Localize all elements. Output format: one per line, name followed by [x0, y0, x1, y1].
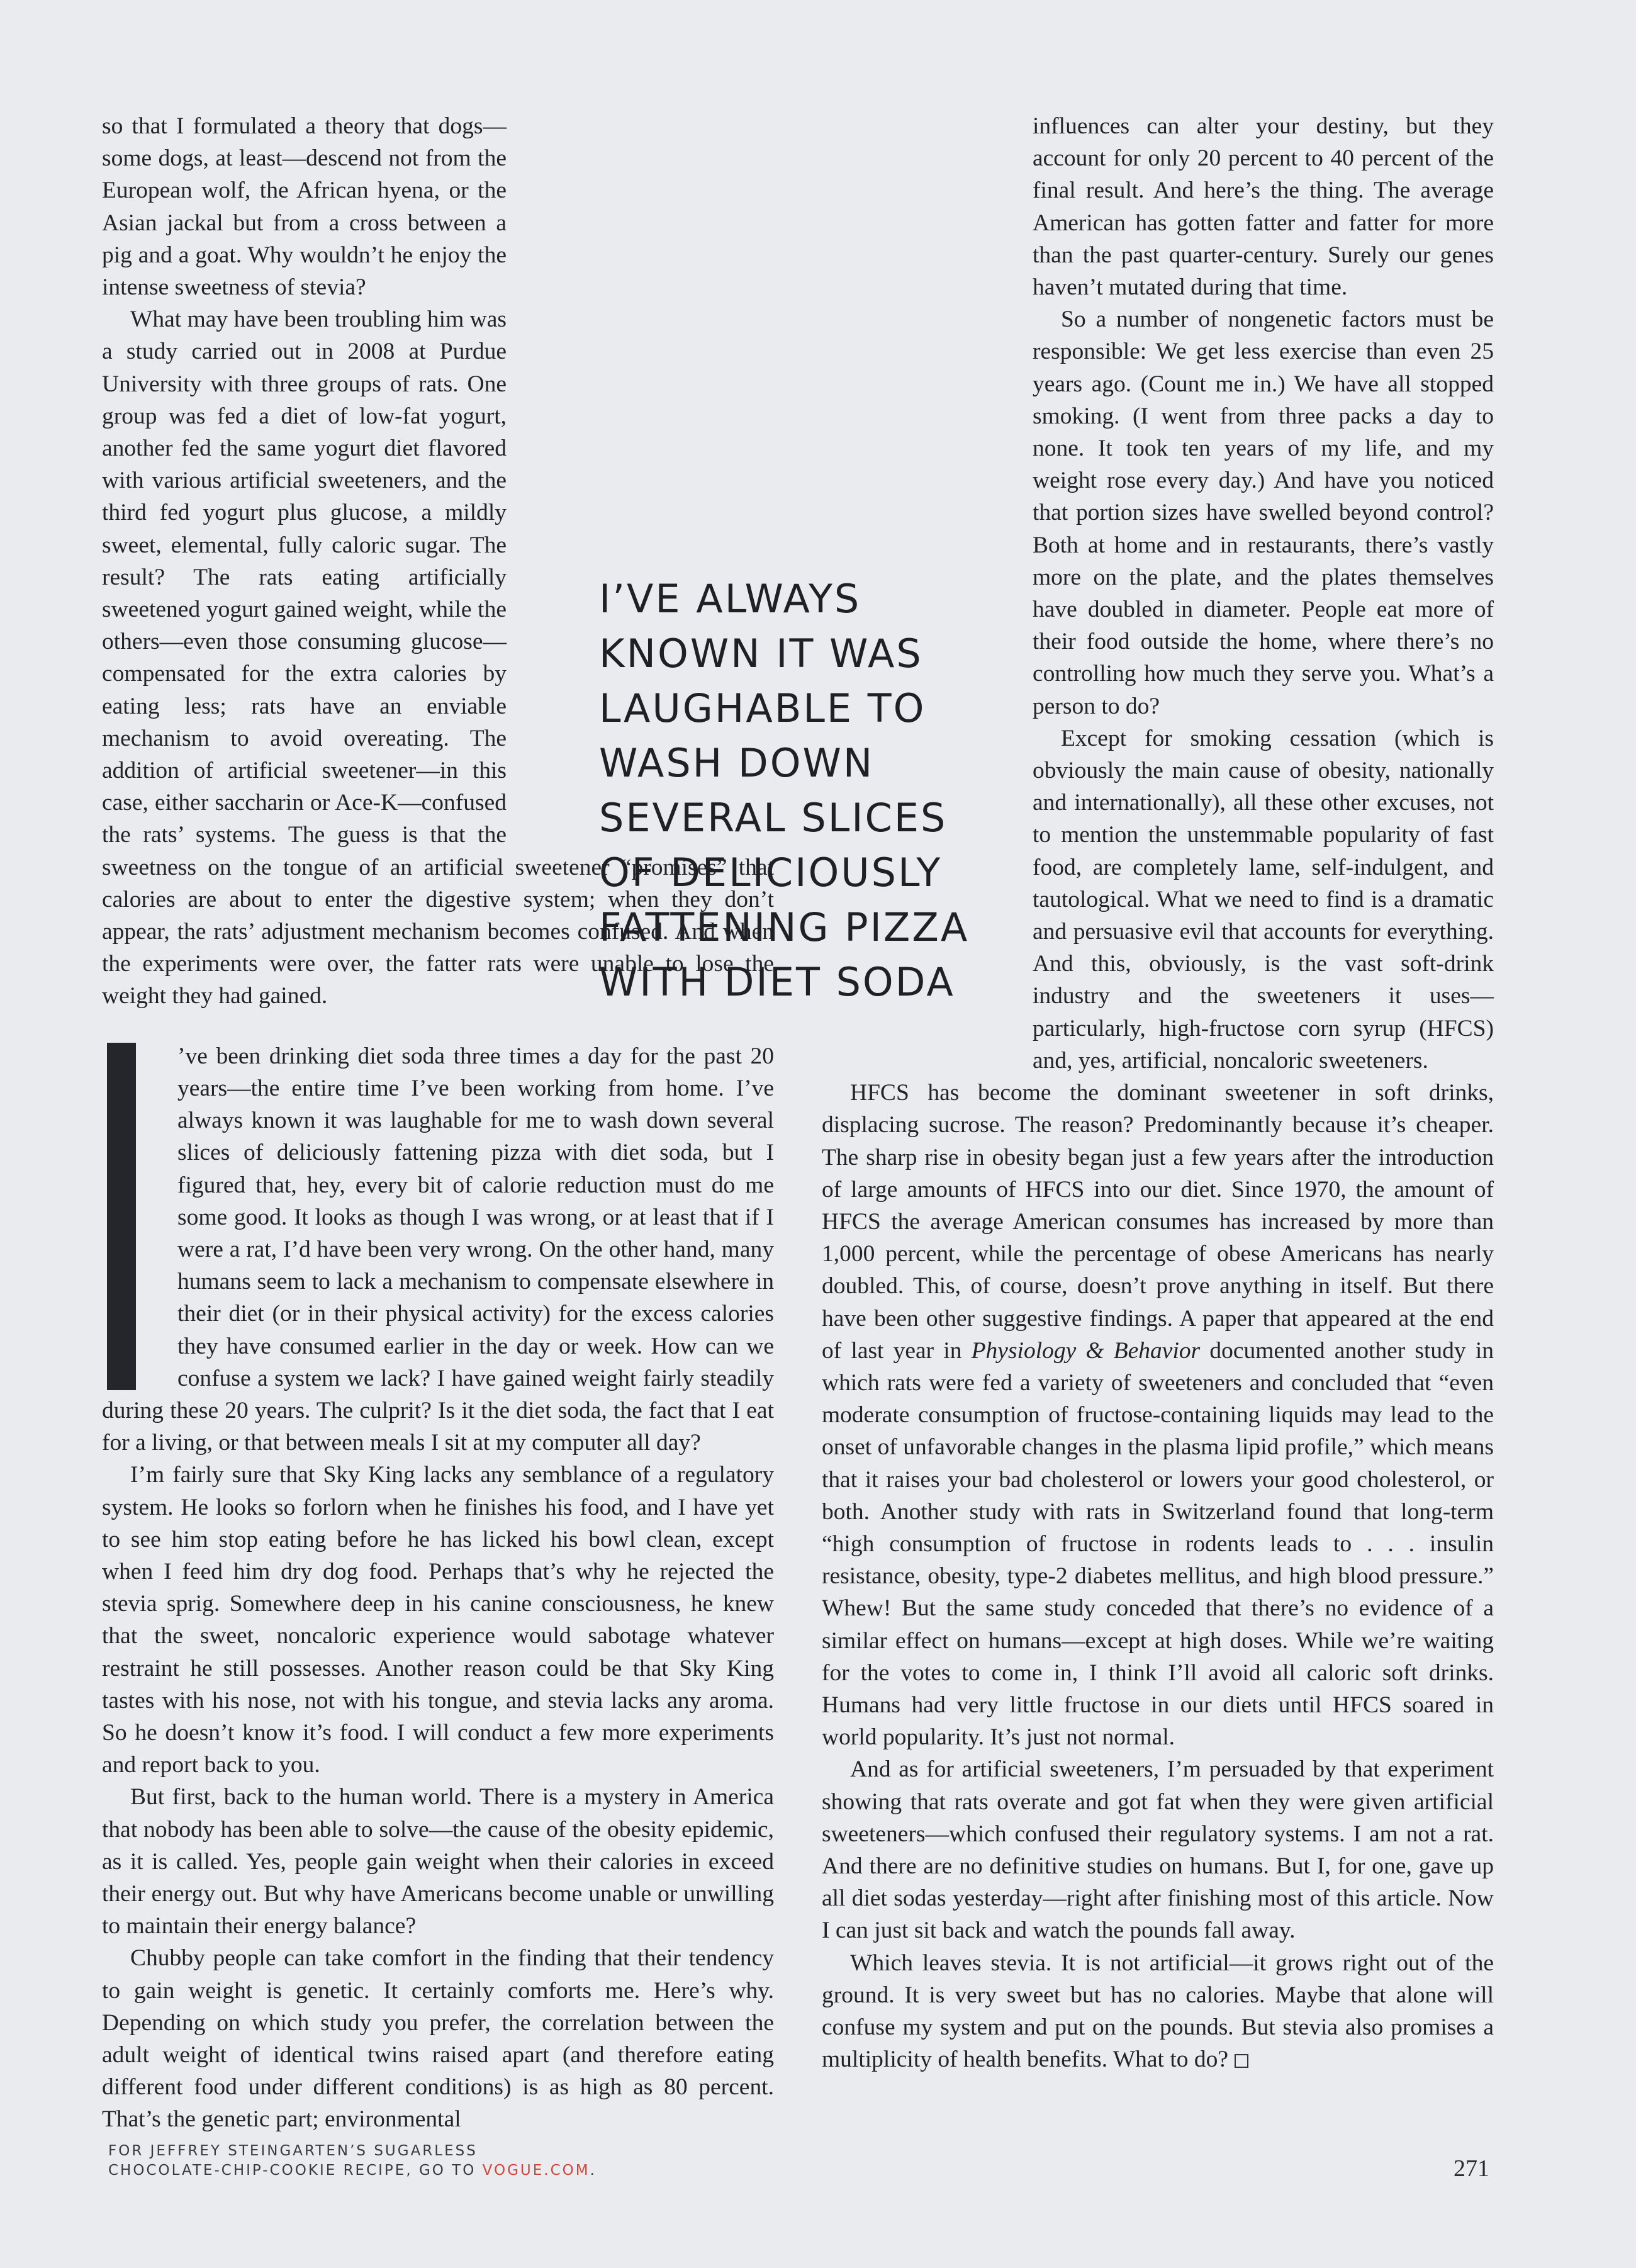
end-mark-icon	[1235, 2054, 1248, 2068]
footer-note	[108, 2142, 597, 2181]
paragraph-text: HFCS has become the dominant sweetener in soft drinks, displacing sucrose. The reason? Predominantly because it’s cheaper. The sharp rise in obesity began just a few years after the introduction of large amounts of HFCS into our diet. Since 1970, the amount of HFCS the average American consumes has increased by more than 1,000 percent, while the percentage of obese Americans has nearly doubled. This, of course, doesn’t prove anything in itself. But there have been other suggestive findings. A paper that appeared at the end of last year in	[822, 1080, 1494, 1364]
paragraph	[822, 1947, 1494, 2076]
paragraph: But first, back to the human world. There is a mystery in America that nobody has been able to solve—the cause of the obesity epidemic, as it is called. Yes, people gain weight when their calories in exceed their energy out. But why have Americans become unable or unwilling to maintain their energy balance?	[102, 1784, 774, 1940]
paragraph-dropcap	[102, 1040, 774, 1459]
paragraph: What may have been troubling him was a study carried out in 2008 at Purdue University with three groups of rats. One group was fed a diet of low-fat yogurt, another fed the same yogurt diet flavored with various artificial sweeteners, and the third fed yogurt plus glucose, a mildly sweet, elemental, fully caloric sugar. The result? The rats eating artificially sweetened yogurt gained weight, while the others—even those consuming glucose—compensated for the extra calories by eating less; rats have an enviable mechanism to avoid overeating. The addition of artificial sweetener—in this case, either saccharin or Ace-K—confused the rats’ systems. The guess is that the sweetness on the tongue of an artificial sweetener “promises” that calories are about to enter the digestive system; when they don’t appear, the rats’ adjustment mechanism becomes confused. And when the experiments were over, the fatter rats were unable to lose the weight they had gained.	[102, 306, 774, 1009]
pull-quote: I’VE ALWAYS KNOWN IT WAS LAUGHABLE TO WASH DOWN SEVERAL SLICES OF DELICIOUSLY FATTENING PIZZA WITH DIET SODA	[599, 576, 970, 1005]
paragraph-text: Which leaves stevia. It is not artificial—it grows right out of the ground. It is very sweet but has no calories. Maybe that alone will confuse my system and put on the pounds. But stevia also promises a multiplicity of health benefits. What to do?	[822, 1950, 1494, 2073]
paragraph: so that I formulated a theory that dogs—some dogs, at least—descend not from the European wolf, the African hyena, or the Asian jackal but from a cross between a pig and a goat. Why wouldn’t he enjoy the intense sweetness of stevia?	[102, 113, 507, 301]
paragraph: I’m fairly sure that Sky King lacks any semblance of a regulatory system. He looks so forlorn when he finishes his food, and I have yet to see him stop eating before he has licked his bowl clean, except when I feed him dry dog food. Perhaps that’s why he rejected the stevia sprig. Somewhere deep in his canine consciousness, he knew that the sweet, noncaloric experience would sabotage whatever restraint he still possesses. Another reason could be that Sky King tastes with his nose, not with his tongue, and stevia lacks any aroma. So he doesn’t know it’s food. I will conduct a few more experiments and report back to you.	[102, 1462, 774, 1778]
paragraph-text: ’ve been drinking diet soda three times a day for the past 20 years—the entire time I’ve been working from home. I’ve always known it was laughable for me to wash down several slices of deliciously fattening pizza with diet soda, but I figured that, hey, every bit of calorie reduction must do me some good. It looks as though I was wrong, or at least that if I were a rat, I’d have been very wrong. On the other hand, many humans seem to lack a mechanism to compensate elsewhere in their diet (or in their physical activity) for the excess calories they have consumed earlier in the day or week. How can we confuse a system we lack? I have gained weight fairly steadily during these 20 years. The culprit? Is it the diet soda, the fact that I eat for a living, or that between meals I sit at my computer all day?	[102, 1043, 774, 1456]
page-number: 271	[1454, 2155, 1489, 2182]
left-column	[102, 110, 774, 2136]
vogue-link[interactable]: VOGUE.COM	[482, 2162, 590, 2179]
journal-title: Physiology & Behavior	[971, 1337, 1201, 1364]
paragraph: Chubby people can take comfort in the finding that their tendency to gain weight is genetic. It certainly comforts me. Here’s why. Depending on which study you prefer, the correlation between the adult weight of identical twins raised apart (and therefore eating different food under different conditions) is as high as 80 percent. That’s the genetic part; environmental	[102, 1945, 774, 2133]
dropcap-i	[102, 1043, 177, 1390]
paragraph: influences can alter your destiny, but they account for only 20 percent to 40 percent of the final result. And here’s the thing. The average American has gotten fatter and fatter for more than the past quarter-century. Surely our genes haven’t mutated during that time.	[1033, 113, 1494, 301]
paragraph: Except for smoking cessation (which is obviously the main cause of obesity, nationally and internationally), all these other excuses, not to mention the unstemmable popularity of fast food, are completely lame, self-indulgent, and tautological. What we need to find is a dramatic and persuasive evil that accounts for everything. And this, obviously, is the vast soft-drink industry and the sweeteners it uses—particularly, high-fructose corn syrup (HFCS) and, yes, artificial, noncaloric sweeteners.	[1033, 725, 1494, 1074]
dropcap-bar	[107, 1043, 136, 1390]
paragraph: And as for artificial sweeteners, I’m persuaded by that experiment showing that rats overate and got fat when they were given artificial sweeteners—which confused their regulatory systems. I am not a rat. And there are no definitive studies on humans. But I, for one, gave up all diet sodas yesterday—right after finishing most of this article. Now I can just sit back and watch the pounds fall away.	[822, 1756, 1494, 1944]
right-column	[822, 110, 1494, 2075]
paragraph: So a number of nongenetic factors must be responsible: We get less exercise than even 25 years ago. (Count me in.) We have all stopped smoking. (I went from three packs a day to none. It took ten years of my life, and my weight rose every day.) And have you noticed that portion sizes have swelled beyond control? Both at home and in restaurants, there’s vastly more on the plate, and the plates themselves have doubled in diameter. People eat more of their food outside the home, where there’s no controlling how much they serve you. What’s a person to do?	[1033, 306, 1494, 719]
footer-line-2: CHOCOLATE-CHIP-COOKIE RECIPE, GO TO VOGUE.COM.	[108, 2162, 597, 2179]
paragraph	[822, 1077, 1494, 1753]
footer-line-1: FOR JEFFREY STEINGARTEN’S SUGARLESS	[108, 2143, 478, 2159]
paragraph-text: documented another study in which rats were fed a variety of sweeteners and concluded that “even moderate consumption of fructose-containing liquids may lead to the onset of unfavorable changes in the plasma lipid profile,” which means that it raises your bad cholesterol or lowers your good cholesterol, or both. Another study with rats in Switzerland found that long-term “high consumption of fructose in rodents leads to . . . insulin resistance, obesity, type-2 diabetes mellitus, and high blood pressure.” Whew! But the same study conceded that there’s no evidence of a similar effect on humans—except at high doses. While we’re waiting for the votes to come in, I think I’ll avoid all caloric soft drinks. Humans had very little fructose in our diets until HFCS soared in world popularity. It’s just not normal.	[822, 1337, 1494, 1751]
